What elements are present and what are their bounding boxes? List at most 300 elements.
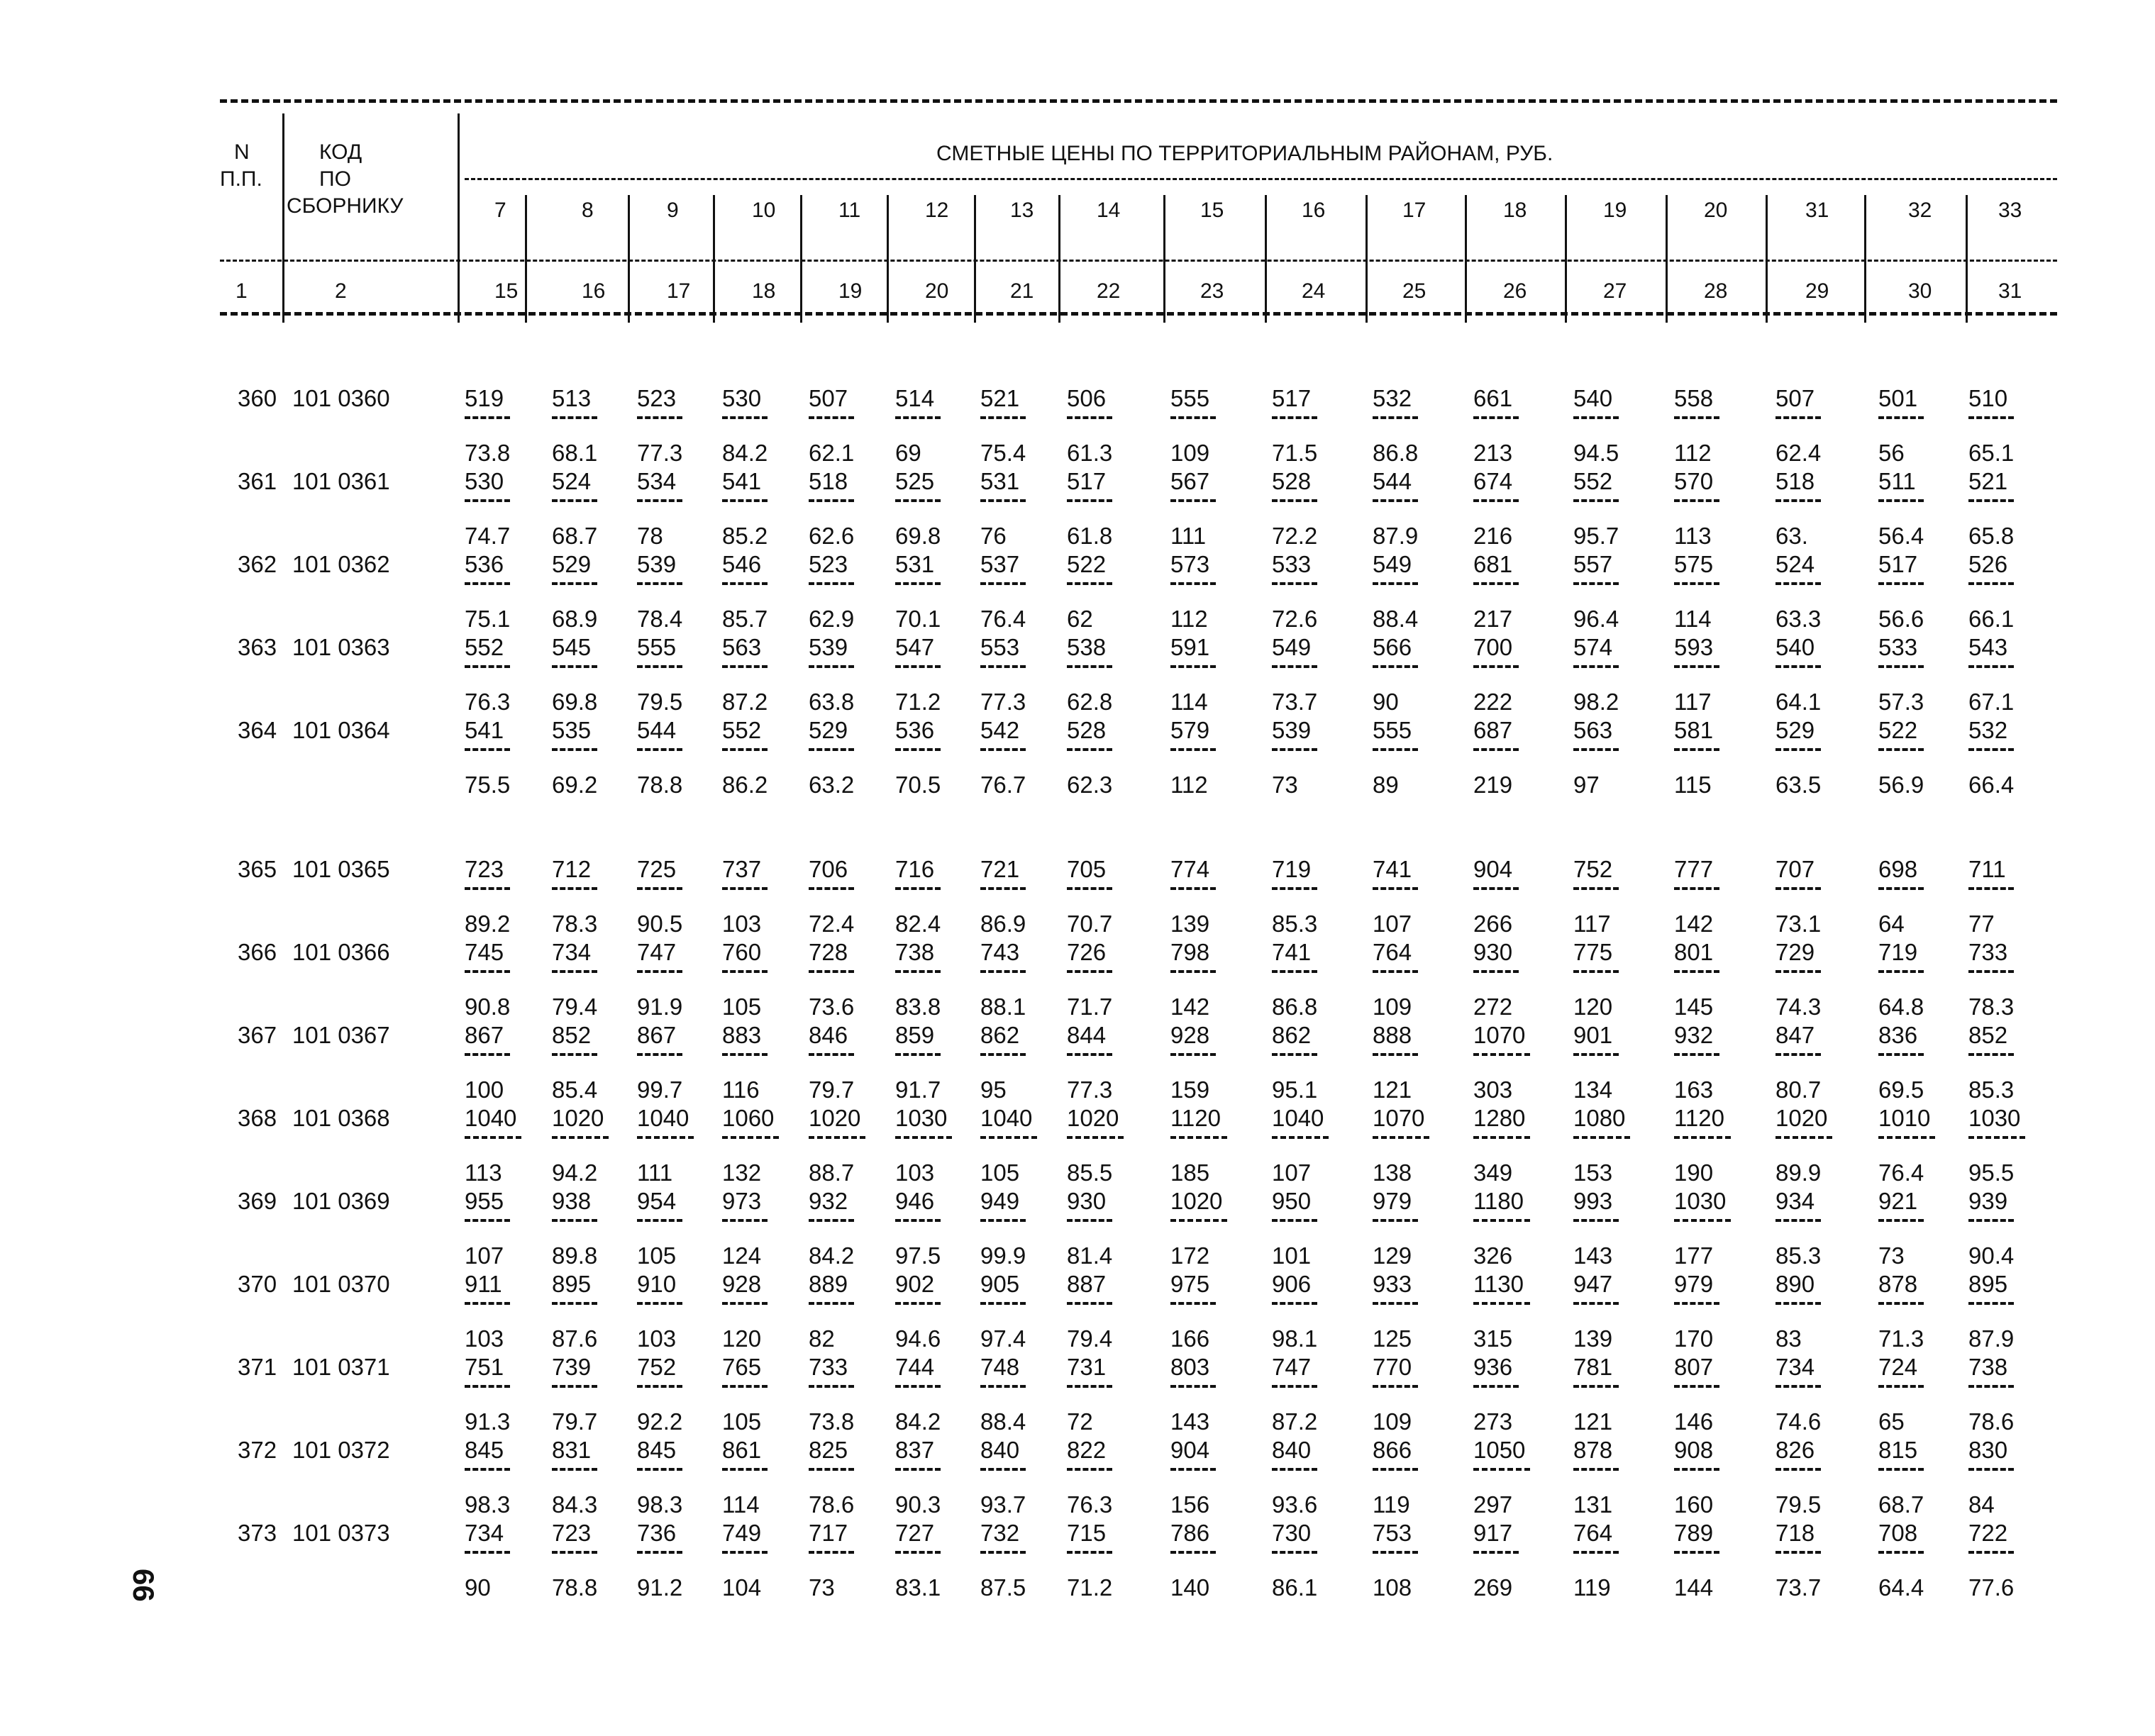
- fraction-line: [1067, 970, 1112, 973]
- code-label-3: СБОРНИКУ: [287, 194, 404, 218]
- fraction-line: [1272, 748, 1317, 751]
- price-wage: 76.4: [1878, 1159, 1924, 1186]
- fraction-line: [1878, 748, 1924, 751]
- price-total: 1020: [1775, 1105, 1828, 1131]
- price-total: 930: [1067, 1188, 1107, 1214]
- fraction-line: [722, 1136, 779, 1139]
- row-number: 365: [238, 856, 277, 882]
- price-wage: 90.4: [1968, 1242, 2015, 1269]
- price-wage: 71.3: [1878, 1325, 1924, 1352]
- fraction-line: [1373, 1302, 1418, 1305]
- fraction-line: [637, 1136, 694, 1139]
- price-wage: 111: [1170, 523, 1207, 549]
- column-number: 22: [1097, 279, 1121, 303]
- fraction-line: [809, 1302, 854, 1305]
- price-wage: 111: [637, 1159, 673, 1186]
- fraction-line: [1272, 665, 1317, 668]
- price-wage: 103: [465, 1325, 504, 1352]
- price-wage: 140: [1170, 1574, 1210, 1601]
- row-code: 101 0367: [292, 1022, 390, 1048]
- price-total: 567: [1170, 468, 1210, 494]
- price-wage: 99.9: [980, 1242, 1026, 1269]
- price-total: 733: [809, 1354, 848, 1380]
- price-total: 764: [1573, 1520, 1613, 1546]
- price-wage: 75.1: [465, 606, 511, 632]
- fraction-line: [895, 1385, 941, 1388]
- price-total: 741: [1373, 856, 1412, 882]
- price-wage: 62.6: [809, 523, 855, 549]
- price-total: 1020: [552, 1105, 604, 1131]
- fraction-line: [552, 1219, 597, 1222]
- header-divider: [974, 195, 976, 323]
- price-wage: 73.7: [1775, 1574, 1822, 1601]
- price-wage: 62.8: [1067, 689, 1113, 715]
- price-total: 837: [895, 1437, 935, 1463]
- fraction-line: [1272, 970, 1317, 973]
- fraction-line: [1878, 887, 1924, 890]
- fraction-line: [722, 887, 768, 890]
- fraction-line: [465, 1219, 510, 1222]
- column-number: 1: [236, 279, 248, 303]
- row-number: 371: [238, 1354, 277, 1380]
- fraction-line: [895, 1551, 941, 1554]
- price-wage: 56.6: [1878, 606, 1924, 632]
- fraction-line: [1373, 499, 1418, 502]
- price-total: 530: [465, 468, 504, 494]
- fraction-line: [1573, 416, 1619, 419]
- price-wage: 68.9: [552, 606, 598, 632]
- row-code: 101 0372: [292, 1437, 390, 1463]
- price-wage: 139: [1573, 1325, 1613, 1352]
- row-number: 368: [238, 1105, 277, 1131]
- price-total: 716: [895, 856, 935, 882]
- fraction-line: [809, 970, 854, 973]
- row-code: 101 0364: [292, 717, 390, 743]
- price-total: 836: [1878, 1022, 1918, 1048]
- price-wage: 146: [1674, 1408, 1714, 1435]
- price-total: 570: [1674, 468, 1714, 494]
- fraction-line: [1775, 970, 1821, 973]
- price-total: 1030: [895, 1105, 948, 1131]
- price-wage: 113: [1674, 523, 1712, 549]
- price-wage: 75.5: [465, 772, 511, 798]
- fraction-line: [1775, 1219, 1821, 1222]
- price-wage: 76.3: [465, 689, 511, 715]
- price-total: 861: [722, 1437, 762, 1463]
- price-wage: 219: [1473, 772, 1513, 798]
- price-wage: 172: [1170, 1242, 1210, 1269]
- price-total: 747: [1272, 1354, 1312, 1380]
- header-divider: [525, 195, 527, 323]
- price-wage: 61.8: [1067, 523, 1113, 549]
- price-total: 867: [465, 1022, 504, 1048]
- fraction-line: [552, 582, 597, 585]
- price-wage: 65.8: [1968, 523, 2015, 549]
- price-total: 1010: [1878, 1105, 1931, 1131]
- price-total: 770: [1373, 1354, 1412, 1380]
- price-total: 563: [722, 634, 762, 660]
- fraction-line: [465, 1053, 510, 1056]
- price-total: 536: [895, 717, 935, 743]
- fraction-line: [722, 665, 768, 668]
- price-wage: 73.6: [809, 994, 855, 1020]
- price-total: 1040: [1272, 1105, 1324, 1131]
- price-total: 1040: [637, 1105, 689, 1131]
- fraction-line: [1573, 582, 1619, 585]
- price-wage: 109: [1373, 1408, 1412, 1435]
- row-code: 101 0362: [292, 551, 390, 577]
- price-total: 573: [1170, 551, 1210, 577]
- row-number: 369: [238, 1188, 277, 1214]
- fraction-line: [1170, 1385, 1216, 1388]
- header-divider: [1864, 195, 1866, 323]
- fraction-line: [1067, 1551, 1112, 1554]
- fraction-line: [1674, 970, 1719, 973]
- price-total: 536: [465, 551, 504, 577]
- fraction-line: [1170, 499, 1216, 502]
- price-wage: 82: [809, 1325, 835, 1352]
- district-number: 15: [1200, 199, 1224, 222]
- fraction-line: [1170, 1053, 1216, 1056]
- row-number: 360: [238, 385, 277, 411]
- fraction-line: [895, 1468, 941, 1471]
- fraction-line: [1878, 1302, 1924, 1305]
- price-wage: 349: [1473, 1159, 1513, 1186]
- price-wage: 101: [1272, 1242, 1312, 1269]
- price-wage: 76.7: [980, 772, 1026, 798]
- price-wage: 57.3: [1878, 689, 1924, 715]
- fraction-line: [980, 1053, 1026, 1056]
- price-wage: 125: [1373, 1325, 1412, 1352]
- price-total: 1030: [1674, 1188, 1727, 1214]
- price-wage: 143: [1573, 1242, 1613, 1269]
- price-total: 552: [465, 634, 504, 660]
- price-wage: 79.5: [1775, 1491, 1822, 1518]
- price-wage: 129: [1373, 1242, 1412, 1269]
- price-total: 1130: [1473, 1271, 1524, 1297]
- price-total: 906: [1272, 1271, 1312, 1297]
- price-total: 890: [1775, 1271, 1815, 1297]
- price-total: 681: [1473, 551, 1513, 577]
- price-wage: 72.4: [809, 911, 855, 937]
- fraction-line: [722, 499, 768, 502]
- price-wage: 108: [1373, 1574, 1412, 1601]
- column-number: 23: [1200, 279, 1224, 303]
- price-wage: 134: [1573, 1076, 1613, 1103]
- price-wage: 94.2: [552, 1159, 598, 1186]
- price-total: 904: [1170, 1437, 1210, 1463]
- price-wage: 87.2: [1272, 1408, 1318, 1435]
- row-code: 101 0370: [292, 1271, 390, 1297]
- fraction-line: [637, 970, 682, 973]
- fraction-line: [637, 665, 682, 668]
- fraction-line: [980, 416, 1026, 419]
- price-wage: 85.3: [1775, 1242, 1822, 1269]
- fraction-line: [1573, 970, 1619, 973]
- fraction-line: [1878, 1136, 1935, 1139]
- fraction-line: [1968, 582, 2014, 585]
- price-wage: 84.2: [722, 440, 768, 466]
- price-total: 534: [637, 468, 677, 494]
- fraction-line: [465, 970, 510, 973]
- price-total: 801: [1674, 939, 1714, 965]
- price-total: 738: [895, 939, 935, 965]
- fraction-line: [1373, 1385, 1418, 1388]
- num-label: N: [234, 140, 250, 164]
- fraction-line: [1170, 970, 1216, 973]
- fraction-line: [637, 1551, 682, 1554]
- fraction-line: [809, 1053, 854, 1056]
- price-total: 533: [1878, 634, 1918, 660]
- fraction-line: [1878, 1551, 1924, 1554]
- price-wage: 217: [1473, 606, 1513, 632]
- price-total: 1020: [1067, 1105, 1119, 1131]
- price-wage: 78.6: [809, 1491, 855, 1518]
- price-total: 543: [1968, 634, 2008, 660]
- price-wage: 70.7: [1067, 911, 1113, 937]
- price-total: 921: [1878, 1188, 1918, 1214]
- fraction-line: [980, 1468, 1026, 1471]
- price-total: 530: [722, 385, 762, 411]
- price-total: 878: [1573, 1437, 1613, 1463]
- price-total: 732: [980, 1520, 1020, 1546]
- price-wage: 77.3: [1067, 1076, 1113, 1103]
- price-wage: 89: [1373, 772, 1399, 798]
- fraction-line: [722, 1385, 768, 1388]
- price-wage: 97: [1573, 772, 1600, 798]
- fraction-line: [552, 887, 597, 890]
- header-divider: [713, 195, 715, 323]
- price-total: 936: [1473, 1354, 1513, 1380]
- price-wage: 190: [1674, 1159, 1714, 1186]
- price-total: 722: [1968, 1520, 2008, 1546]
- price-wage: 68.7: [1878, 1491, 1924, 1518]
- fraction-line: [637, 1053, 682, 1056]
- price-wage: 121: [1373, 1076, 1412, 1103]
- price-total: 698: [1878, 856, 1918, 882]
- price-total: 993: [1573, 1188, 1613, 1214]
- row-number: 372: [238, 1437, 277, 1463]
- price-wage: 92.2: [637, 1408, 683, 1435]
- price-total: 542: [980, 717, 1020, 743]
- price-wage: 76.4: [980, 606, 1026, 632]
- price-wage: 93.7: [980, 1491, 1026, 1518]
- district-number: 32: [1908, 199, 1932, 222]
- price-wage: 216: [1473, 523, 1513, 549]
- price-wage: 105: [722, 1408, 762, 1435]
- price-total: 555: [637, 634, 677, 660]
- fraction-line: [1573, 1053, 1619, 1056]
- num-label-2: П.П.: [220, 167, 262, 191]
- fraction-line: [1775, 1468, 1821, 1471]
- fraction-line: [1878, 499, 1924, 502]
- fraction-line: [809, 416, 854, 419]
- price-wage: 71.7: [1067, 994, 1113, 1020]
- fraction-line: [637, 416, 682, 419]
- price-wage: 91.3: [465, 1408, 511, 1435]
- price-wage: 70.5: [895, 772, 941, 798]
- column-number: 29: [1805, 279, 1829, 303]
- fraction-line: [722, 748, 768, 751]
- row-number: 366: [238, 939, 277, 965]
- price-total: 764: [1373, 939, 1412, 965]
- price-total: 661: [1473, 385, 1513, 411]
- column-number: 30: [1908, 279, 1932, 303]
- fraction-line: [552, 416, 597, 419]
- price-wage: 103: [637, 1325, 677, 1352]
- fraction-line: [980, 748, 1026, 751]
- price-total: 1040: [980, 1105, 1033, 1131]
- price-total: 737: [722, 856, 762, 882]
- fraction-line: [722, 1219, 768, 1222]
- price-wage: 56.4: [1878, 523, 1924, 549]
- price-total: 1120: [1674, 1105, 1724, 1131]
- fraction-line: [1373, 1551, 1418, 1554]
- fraction-line: [980, 1136, 1037, 1139]
- price-wage: 73.8: [465, 440, 511, 466]
- price-total: 1180: [1473, 1188, 1524, 1214]
- fraction-line: [552, 1136, 609, 1139]
- price-wage: 119: [1373, 1491, 1410, 1518]
- price-wage: 156: [1170, 1491, 1210, 1518]
- fraction-line: [980, 582, 1026, 585]
- fraction-line: [1473, 748, 1519, 751]
- row-code: 101 0369: [292, 1188, 390, 1214]
- price-total: 507: [809, 385, 848, 411]
- price-total: 1120: [1170, 1105, 1221, 1131]
- price-total: 908: [1674, 1437, 1714, 1463]
- fraction-line: [1473, 416, 1519, 419]
- fraction-line: [1473, 1385, 1519, 1388]
- price-total: 574: [1573, 634, 1613, 660]
- fraction-line: [980, 1219, 1026, 1222]
- price-wage: 91.9: [637, 994, 683, 1020]
- price-wage: 62: [1067, 606, 1093, 632]
- fraction-line: [722, 582, 768, 585]
- price-wage: 95.5: [1968, 1159, 2015, 1186]
- fraction-line: [1170, 416, 1216, 419]
- column-number: 19: [838, 279, 863, 303]
- fraction-line: [1170, 582, 1216, 585]
- price-wage: 76: [980, 523, 1007, 549]
- price-total: 934: [1775, 1188, 1815, 1214]
- fraction-line: [1968, 1219, 2014, 1222]
- price-wage: 86.9: [980, 911, 1026, 937]
- fraction-line: [722, 1302, 768, 1305]
- fraction-line: [1067, 1053, 1112, 1056]
- price-total: 760: [722, 939, 762, 965]
- district-number: 12: [925, 199, 949, 222]
- district-number: 14: [1097, 199, 1121, 222]
- fraction-line: [1473, 1219, 1530, 1222]
- column-number: 27: [1603, 279, 1627, 303]
- fraction-line: [552, 1053, 597, 1056]
- fraction-line: [552, 665, 597, 668]
- fraction-line: [1067, 748, 1112, 751]
- price-wage: 73.7: [1272, 689, 1318, 715]
- price-wage: 63.3: [1775, 606, 1822, 632]
- price-total: 522: [1067, 551, 1107, 577]
- price-total: 687: [1473, 717, 1513, 743]
- price-wage: 62.9: [809, 606, 855, 632]
- price-wage: 213: [1473, 440, 1513, 466]
- fraction-line: [1473, 1551, 1519, 1554]
- fraction-line: [1067, 1468, 1112, 1471]
- price-total: 533: [1272, 551, 1312, 577]
- price-total: 1080: [1573, 1105, 1626, 1131]
- fraction-line: [895, 665, 941, 668]
- price-wage: 95.1: [1272, 1076, 1318, 1103]
- price-total: 1050: [1473, 1437, 1526, 1463]
- fraction-line: [1968, 1551, 2014, 1554]
- price-total: 511: [1878, 468, 1916, 494]
- price-wage: 78.8: [552, 1574, 598, 1601]
- price-total: 575: [1674, 551, 1714, 577]
- price-total: 517: [1878, 551, 1918, 577]
- header-top-rule: [220, 99, 2057, 103]
- price-total: 545: [552, 634, 592, 660]
- column-number: 31: [1998, 279, 2022, 303]
- price-total: 786: [1170, 1520, 1210, 1546]
- fraction-line: [1968, 887, 2014, 890]
- price-wage: 97.5: [895, 1242, 941, 1269]
- price-wage: 87.6: [552, 1325, 598, 1352]
- price-total: 513: [552, 385, 592, 411]
- price-wage: 94.6: [895, 1325, 941, 1352]
- price-total: 715: [1067, 1520, 1107, 1546]
- price-wage: 272: [1473, 994, 1513, 1020]
- price-total: 730: [1272, 1520, 1312, 1546]
- price-total: 517: [1272, 385, 1312, 411]
- price-wage: 93.6: [1272, 1491, 1318, 1518]
- fraction-line: [980, 970, 1026, 973]
- column-number: 25: [1402, 279, 1426, 303]
- price-wage: 139: [1170, 911, 1210, 937]
- price-total: 887: [1067, 1271, 1107, 1297]
- price-total: 895: [552, 1271, 592, 1297]
- price-wage: 64.1: [1775, 689, 1822, 715]
- price-wage: 69.8: [552, 689, 598, 715]
- fraction-line: [552, 1468, 597, 1471]
- price-total: 528: [1067, 717, 1107, 743]
- fraction-line: [1674, 1385, 1719, 1388]
- price-total: 531: [895, 551, 935, 577]
- price-total: 840: [1272, 1437, 1312, 1463]
- price-total: 739: [552, 1354, 592, 1380]
- price-total: 752: [1573, 856, 1613, 882]
- price-total: 928: [722, 1271, 762, 1297]
- price-total: 774: [1170, 856, 1210, 882]
- price-wage: 63.5: [1775, 772, 1822, 798]
- price-total: 933: [1373, 1271, 1412, 1297]
- price-total: 1020: [1170, 1188, 1223, 1214]
- price-wage: 78.3: [1968, 994, 2015, 1020]
- price-total: 741: [1272, 939, 1312, 965]
- price-total: 745: [465, 939, 504, 965]
- fraction-line: [1968, 1302, 2014, 1305]
- price-wage: 116: [722, 1076, 760, 1103]
- price-wage: 71.2: [895, 689, 941, 715]
- column-number: 20: [925, 279, 949, 303]
- price-wage: 83.1: [895, 1574, 941, 1601]
- price-wage: 90: [1373, 689, 1399, 715]
- fraction-line: [1272, 1136, 1329, 1139]
- price-wage: 62.4: [1775, 440, 1822, 466]
- fraction-line: [809, 1468, 854, 1471]
- column-number: 28: [1704, 279, 1728, 303]
- price-wage: 88.7: [809, 1159, 855, 1186]
- price-total: 1060: [722, 1105, 775, 1131]
